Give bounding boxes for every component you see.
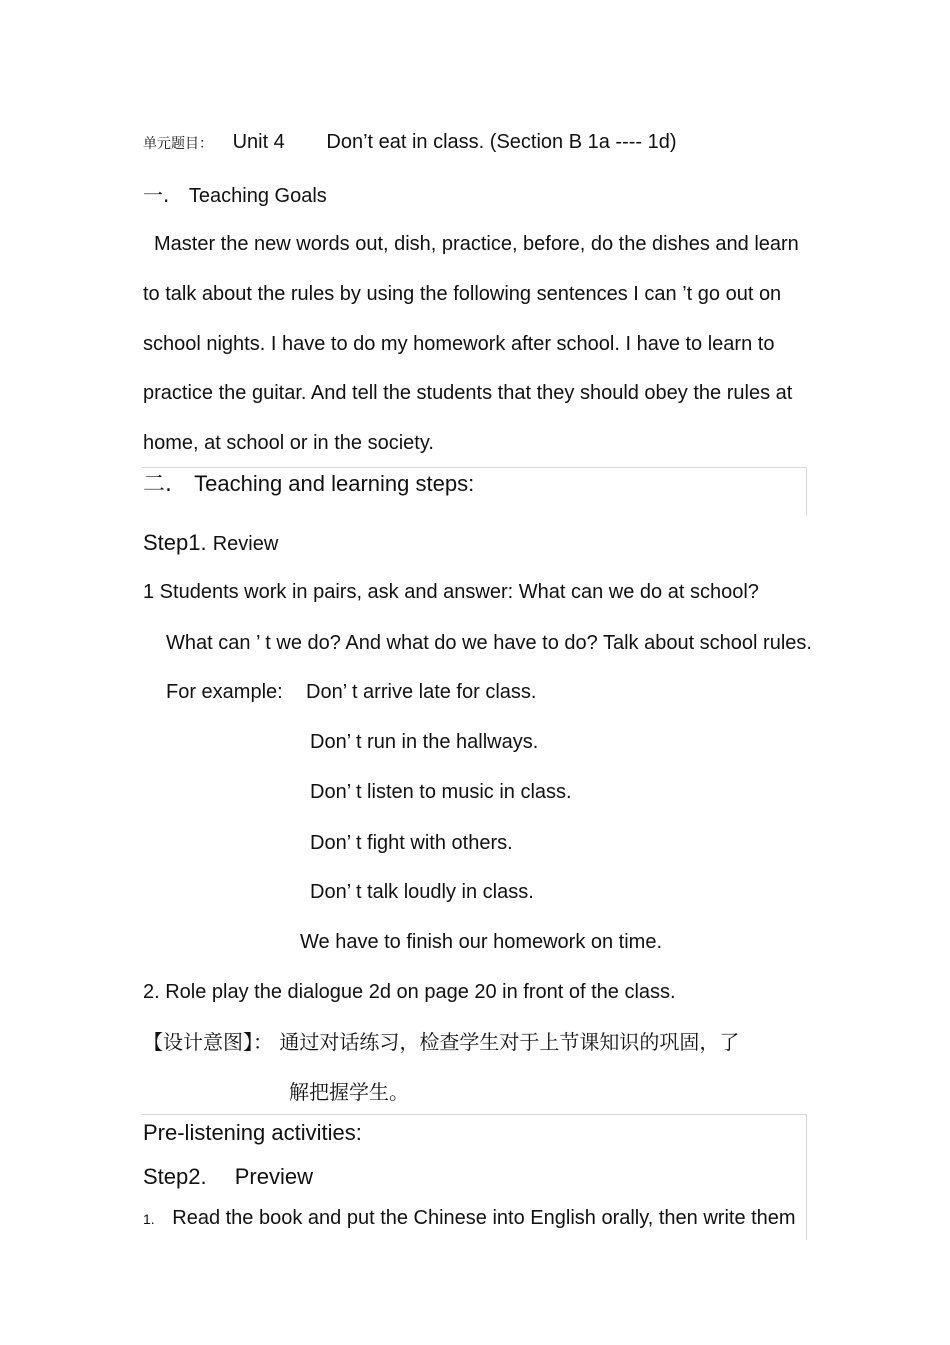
example-3: Don’ t listen to music in class. — [310, 781, 572, 803]
pre-listening-heading: Pre-listening activities: — [143, 1120, 362, 1145]
goals-heading — [143, 183, 327, 208]
steps-heading — [143, 471, 474, 498]
step1-item-2: 2. Role play the dialogue 2d on page 20 in front of the class. — [143, 981, 676, 1003]
step2-item-1-number: 1. — [143, 1211, 155, 1227]
goals-line-5: home, at school or in the society. — [143, 432, 434, 454]
step1-label: Step1. — [143, 530, 207, 555]
unit-label: 单元题目： — [143, 136, 213, 152]
step2-title: Preview — [234, 1164, 313, 1189]
we-have-line: We have to finish our homework on time. — [300, 931, 663, 953]
goals-line-2: to talk about the rules by using the following sentences I can ’t go out on — [143, 283, 782, 305]
unit-header — [143, 130, 677, 156]
goals-line-1: Master the new words out, dish, practice, before, do the dishes and learn — [154, 233, 799, 255]
example-5: Don’ t talk loudly in class. — [310, 881, 534, 903]
goals-heading-text: Teaching Goals — [188, 185, 327, 207]
unit-title: Don’t eat in class. (Section B 1a ---- 1d) — [326, 131, 677, 153]
design-intent-label: 【设计意图】： — [143, 1030, 273, 1054]
design-intent-text-1: 通过对话练习，检查学生对于上节课知识的巩固，了 — [279, 1030, 740, 1054]
step1-title: Review — [212, 533, 279, 555]
design-intent — [143, 1030, 739, 1054]
step2-heading — [143, 1164, 313, 1190]
steps-heading-number: 二. — [143, 472, 172, 497]
goals-line-4: practice the guitar. And tell the students that they should obey the rules at — [143, 382, 793, 404]
step2-label: Step2. — [143, 1164, 207, 1189]
step2-item-1-text: Read the book and put the Chinese into English orally, then write them — [172, 1207, 796, 1229]
step2-item-1 — [143, 1206, 796, 1231]
goals-heading-number: 一. — [143, 183, 170, 207]
step1-item-1: 1 Students work in pairs, ask and answer: What can we do at school? — [143, 581, 759, 603]
example-2: Don’ t run in the hallways. — [310, 731, 539, 753]
example-1: Don’ t arrive late for class. — [306, 681, 537, 703]
goals-line-3: school nights. I have to do my homework after school. I have to learn to — [143, 333, 775, 355]
unit-number: Unit 4 — [232, 131, 285, 153]
design-intent-text-2: 解把握学生。 — [289, 1080, 409, 1104]
step1-heading — [143, 530, 278, 557]
example-label: For example: — [166, 681, 283, 703]
steps-heading-text: Teaching and learning steps: — [194, 471, 475, 496]
step1-item-1-cont: What can ’ t we do? And what do we have to do? Talk about school rules. — [166, 632, 812, 654]
example-4: Don’ t fight with others. — [310, 832, 513, 854]
